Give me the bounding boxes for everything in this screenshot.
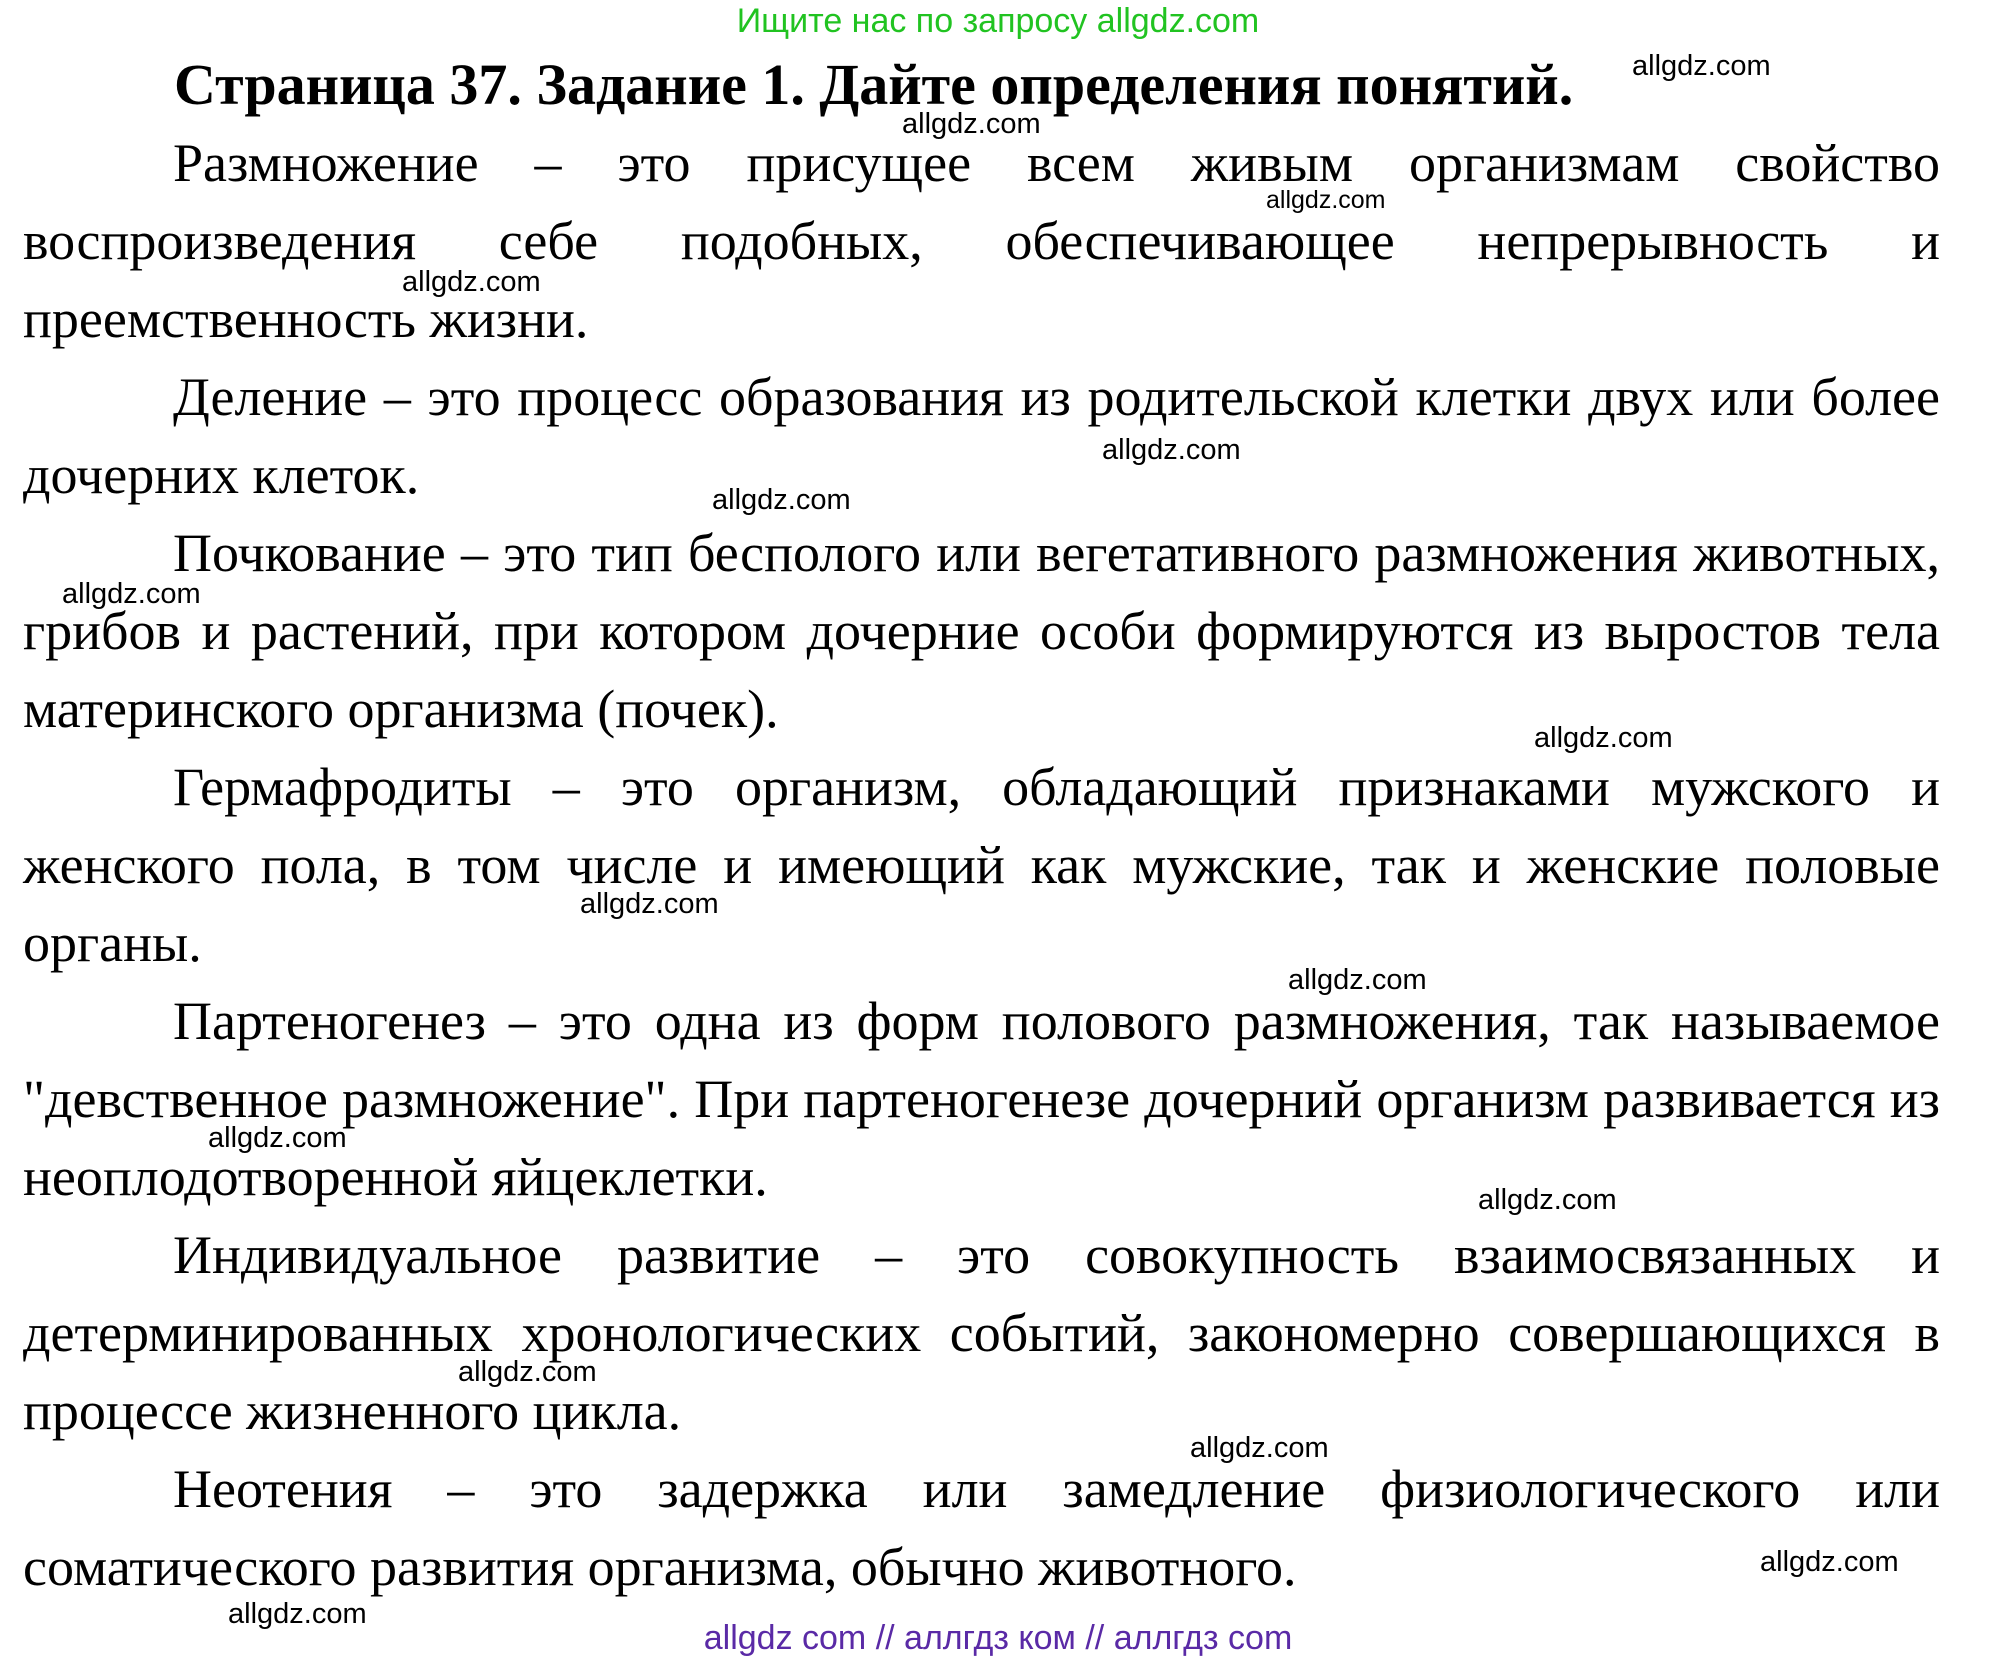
footer-links: allgdz com // аллгдз ком // аллгдз com (703, 1619, 1293, 1657)
watermark: allgdz.com (62, 578, 201, 610)
watermark: allgdz.com (1534, 722, 1673, 754)
definition-reproduction: Размножение – это присущее всем живым организмам свойство воспроизведения себе подобных, обеспечивающее непрерывность и преемственность жизни. (23, 133, 1940, 349)
watermark: allgdz.com (1632, 50, 1771, 82)
watermark: allgdz.com (458, 1356, 597, 1388)
definition-division: Деление – это процесс образования из родительской клетки двух или более дочерних клеток. (23, 367, 1940, 505)
definition-parthenogenesis: Партеногенез – это одна из форм полового размножения, так называемое "девственное размножение". При партеногенезе дочерний организм развивается из неоплодотворенной яйцеклетки. (23, 991, 1940, 1207)
definitions-content (23, 124, 1940, 1606)
watermark: allgdz.com (1760, 1546, 1899, 1578)
definition-neoteny: Неотения – это задержка или замедление физиологического или соматического развития организма, обычно животного. (23, 1459, 1940, 1597)
top-banner: Ищите нас по запросу allgdz.com (736, 2, 1260, 40)
watermark: allgdz.com (402, 266, 541, 298)
watermark: allgdz.com (1288, 964, 1427, 996)
watermark: allgdz.com (1478, 1184, 1617, 1216)
watermark: allgdz.com (208, 1122, 347, 1154)
watermark: allgdz.com (1266, 186, 1386, 214)
page-title: Страница 37. Задание 1. Дайте определения понятий. (174, 52, 1574, 117)
watermark: allgdz.com (902, 108, 1041, 140)
definition-hermaphrodites: Гермафродиты – это организм, обладающий признаками мужского и женского пола, в том числе и имеющий как мужские, так и женские половые органы. (23, 757, 1940, 973)
watermark: allgdz.com (228, 1598, 367, 1630)
definition-budding: Почкование – это тип бесполого или вегетативного размножения животных, грибов и растений, при котором дочерние особи формируются из выростов тела материнского организма (почек). (23, 523, 1940, 739)
definition-individual-development: Индивидуальное развитие – это совокупность взаимосвязанных и детерминированных хронологических событий, закономерно совершающихся в процессе жизненного цикла. (23, 1225, 1940, 1441)
watermark: allgdz.com (1190, 1432, 1329, 1464)
watermark: allgdz.com (580, 888, 719, 920)
watermark: allgdz.com (1102, 434, 1241, 466)
watermark: allgdz.com (712, 484, 851, 516)
